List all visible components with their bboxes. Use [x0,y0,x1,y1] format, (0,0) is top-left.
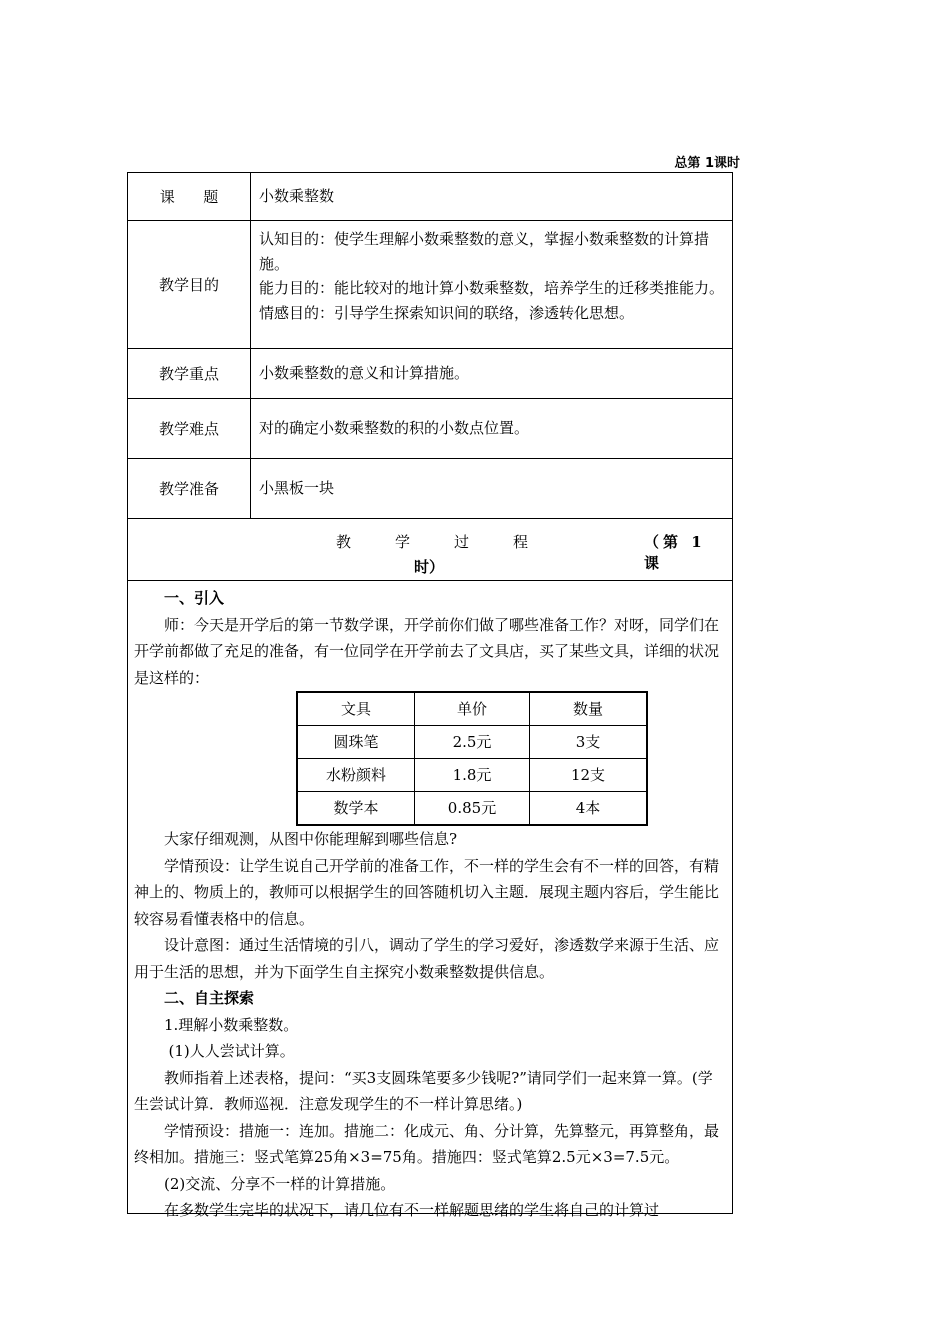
table-header-cell: 单价 [415,692,530,726]
table-cell: 水粉颜料 [297,759,415,792]
topic-value: 小数乘整数 [259,187,335,205]
table-cell: 3支 [530,726,648,759]
section-heading-intro: 一、引入 [164,589,225,607]
row-key-points [128,349,732,399]
process-header [128,519,732,581]
table-cell: 圆珠笔 [297,726,415,759]
table-cell: 2.5元 [415,726,530,759]
key-points-label: 教学重点 [128,349,251,398]
lesson-number: 总第 1课时 [674,156,740,171]
paragraph: 学情预设：让学生说自己开学前的准备工作，不一样的学生会有不一样的回答，有精神上的、物质上的，教师可以根据学生的回答随机切入主题．展现主题内容后，学生能比较容易看懂表格中的信息。 [134,856,720,928]
process-lesson-b: 时） [414,558,445,576]
paragraph: 设计意图：通过生活情境的引八，调动了学生的学习爱好，渗透数学来源于生活、应用于生活的思想，并为下面学生自主探究小数乘整数提供信息。 [134,936,720,981]
goal-ability: 能力目的：能比较对的地计算小数乘整数，培养学生的迁移类推能力。 [259,279,725,297]
preparation-value: 小黑板一块 [259,479,335,497]
goals-label: 教学目的 [128,221,251,348]
table-cell: 0.85元 [415,792,530,826]
table-row [297,726,647,759]
row-topic [128,173,732,221]
process-body [134,585,724,1224]
paragraph: (2)交流、分享不一样的计算措施。 [164,1174,396,1193]
paragraph: 在多数学生完毕的状况下，请几位有不一样解题思绪的学生将自己的计算过 [164,1201,660,1219]
table-header-row [297,692,647,726]
table-header-cell: 文具 [297,692,415,726]
goals-value [259,227,724,325]
goal-emotion: 情感目的：引导学生探索知识间的联络，渗透转化思想。 [259,303,635,322]
paragraph: 学情预设：措施一：连加。措施二：化成元、角、分计算，先算整元，再算整角，最终相加。措施三：竖式笔算25角×3=75角。措施四：竖式笔算2.5元×3=7.5元。 [134,1121,720,1166]
table-cell: 4本 [530,792,648,826]
row-goals [128,221,732,349]
paragraph: 大家仔细观测，从图中你能理解到哪些信息? [164,830,458,848]
paragraph: 师：今天是开学后的第一节数学课，开学前你们做了哪些准备工作？对呀，同学们在开学前都做了充足的准备，有一位同学在开学前去了文具店，买了某些文具，详细的状况是这样的： [134,615,720,687]
stationery-table [296,691,648,826]
preparation-label: 教学准备 [128,459,251,518]
row-preparation [128,459,732,519]
goal-cognitive: 认知目的：使学生理解小数乘整数的意义，掌握小数乘整数的计算措施。 [259,230,710,273]
process-lesson-a: （第 1 课 [644,533,706,572]
paragraph: (1)人人尝试计算。 [168,1042,295,1060]
row-difficulties [128,399,732,459]
process-title: 教学过程 [336,533,573,551]
paragraph: 1.理解小数乘整数。 [164,1015,299,1034]
table-cell: 1.8元 [415,759,530,792]
table-row [297,759,647,792]
difficulties-value: 对的确定小数乘整数的积的小数点位置。 [259,419,530,437]
table-header-cell: 数量 [530,692,648,726]
paragraph: 教师指着上述表格，提问：“买3支圆珠笔要多少钱呢?”请同学们一起来算一算。(学生尝试计算．教师巡视．注意发现学生的不一样计算思绪。) [134,1068,713,1113]
topic-label: 课 题 [128,173,251,220]
lesson-plan-table [127,172,733,1219]
table-row [297,792,647,826]
section-heading-explore: 二、自主探索 [164,989,255,1007]
table-cell: 12支 [530,759,648,792]
key-points-value: 小数乘整数的意义和计算措施。 [259,364,470,382]
difficulties-label: 教学难点 [128,399,251,458]
table-cell: 数学本 [297,792,415,826]
